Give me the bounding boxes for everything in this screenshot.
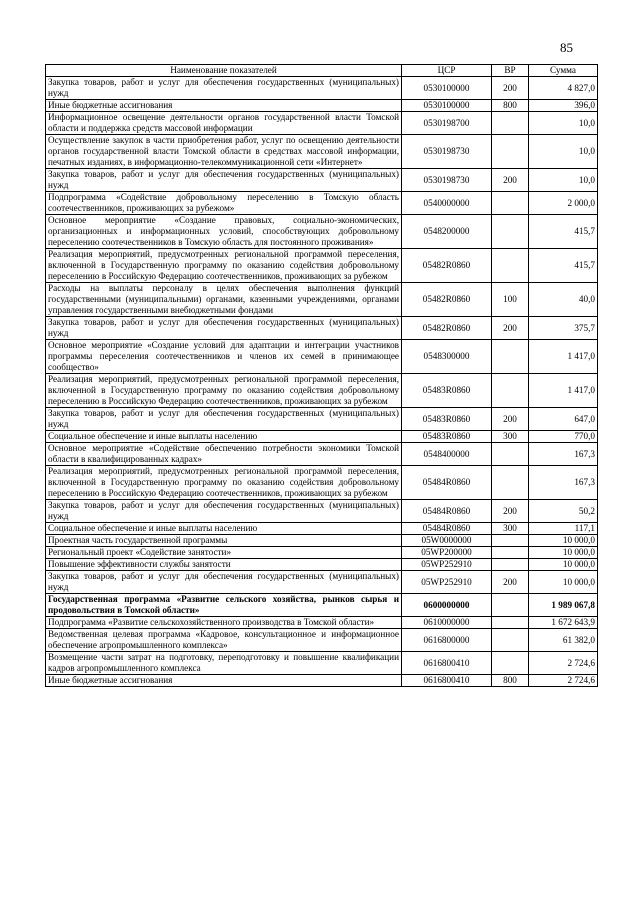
cell-vr: 200 [492, 77, 529, 100]
cell-name: Реализация мероприятий, предусмотренных региональной программой переселения, включенной в Государственную программу по оказанию содействия добровольному переселению в Российскую Федерацию соотечественников, проживающих за рубежом [46, 249, 402, 283]
table-row [46, 559, 598, 571]
cell-sum: 50,2 [529, 500, 598, 523]
cell-csr: 0600000000 [402, 594, 492, 617]
cell-vr [492, 594, 529, 617]
table-row [46, 629, 598, 652]
cell-vr [492, 112, 529, 135]
cell-name: Закупка товаров, работ и услуг для обеспечения государственных (муниципальных) нужд [46, 317, 402, 340]
cell-sum: 647,0 [529, 408, 598, 431]
header-csr: ЦСР [402, 65, 492, 77]
cell-vr [492, 443, 529, 466]
cell-vr: 300 [492, 523, 529, 535]
table-row [46, 547, 598, 559]
cell-csr: 05484R0860 [402, 466, 492, 500]
cell-sum: 1 417,0 [529, 340, 598, 374]
cell-sum: 2 724,6 [529, 675, 598, 687]
cell-name: Закупка товаров, работ и услуг для обеспечения государственных (муниципальных) нужд [46, 77, 402, 100]
table-row [46, 571, 598, 594]
cell-sum: 415,7 [529, 215, 598, 249]
cell-csr: 05W0000000 [402, 535, 492, 547]
table-row [46, 100, 598, 112]
table-row [46, 249, 598, 283]
cell-csr: 05WP200000 [402, 547, 492, 559]
cell-name: Реализация мероприятий, предусмотренных региональной программой переселения, включенной в Государственную программу по оказанию содействия добровольному переселению в Российскую Федерацию соотечественников, проживающих за рубежом [46, 374, 402, 408]
cell-name: Закупка товаров, работ и услуг для обеспечения государственных (муниципальных) нужд [46, 169, 402, 192]
cell-name: Подпрограмма «Содействие добровольному переселению в Томскую область соотечественников, проживающих за рубежом» [46, 192, 402, 215]
cell-csr: 0616800000 [402, 629, 492, 652]
cell-sum: 61 382,0 [529, 629, 598, 652]
table-header-row [46, 65, 598, 77]
table-row [46, 535, 598, 547]
table-row [46, 431, 598, 443]
cell-csr: 0610000000 [402, 617, 492, 629]
cell-name: Закупка товаров, работ и услуг для обеспечения государственных (муниципальных) нужд [46, 500, 402, 523]
cell-name: Расходы на выплаты персоналу в целях обеспечения выполнения функций государственными (муниципальными) органами, казенными учреждениями, органами управления государственными внебюджетными фондами [46, 283, 402, 317]
cell-name: Основное мероприятие «Содействие обеспечению потребности экономики Томской области в квалифицированных кадрах» [46, 443, 402, 466]
table-row [46, 594, 598, 617]
cell-sum: 167,3 [529, 443, 598, 466]
cell-sum: 2 724,6 [529, 652, 598, 675]
cell-vr [492, 135, 529, 169]
cell-vr: 800 [492, 675, 529, 687]
cell-vr [492, 629, 529, 652]
cell-csr: 05WP252910 [402, 559, 492, 571]
table-row [46, 112, 598, 135]
header-vr: ВР [492, 65, 529, 77]
cell-name: Основное мероприятие «Создание условий для адаптации и интеграции участников программы переселения соотечественников и членов их семей в принимающее сообщество» [46, 340, 402, 374]
cell-name: Осуществление закупок в части приобретения работ, услуг по освещению деятельности органов государственной власти Томской области в средствах массовой информации, печатных изданиях, в информационно-телекоммуникационной сети «Интернет» [46, 135, 402, 169]
cell-sum: 4 827,0 [529, 77, 598, 100]
cell-name: Повышение эффективности службы занятости [46, 559, 402, 571]
table-row [46, 675, 598, 687]
cell-sum: 167,3 [529, 466, 598, 500]
cell-csr: 05482R0860 [402, 249, 492, 283]
table-row [46, 500, 598, 523]
table-row [46, 215, 598, 249]
cell-name: Информационное освещение деятельности органов государственной власти Томской области и поддержка средств массовой информации [46, 112, 402, 135]
cell-csr: 0530198730 [402, 169, 492, 192]
cell-vr [492, 617, 529, 629]
cell-csr: 05483R0860 [402, 408, 492, 431]
table-row [46, 77, 598, 100]
cell-csr: 05483R0860 [402, 431, 492, 443]
cell-name: Возмещение части затрат на подготовку, переподготовку и повышение квалификации кадров агропромышленного комплекса [46, 652, 402, 675]
cell-sum: 396,0 [529, 100, 598, 112]
cell-csr: 05484R0860 [402, 523, 492, 535]
table-row [46, 135, 598, 169]
cell-name: Региональный проект «Содействие занятости» [46, 547, 402, 559]
cell-csr: 05482R0860 [402, 283, 492, 317]
cell-csr: 0548400000 [402, 443, 492, 466]
cell-sum: 10 000,0 [529, 547, 598, 559]
cell-csr: 0540000000 [402, 192, 492, 215]
cell-name: Закупка товаров, работ и услуг для обеспечения государственных (муниципальных) нужд [46, 408, 402, 431]
cell-vr [492, 547, 529, 559]
table-row [46, 523, 598, 535]
cell-sum: 40,0 [529, 283, 598, 317]
cell-sum: 1 672 643,9 [529, 617, 598, 629]
cell-sum: 1 989 067,8 [529, 594, 598, 617]
table-row [46, 466, 598, 500]
cell-csr: 05484R0860 [402, 500, 492, 523]
cell-sum: 1 417,0 [529, 374, 598, 408]
table-row [46, 374, 598, 408]
cell-vr: 800 [492, 100, 529, 112]
cell-csr: 0548200000 [402, 215, 492, 249]
cell-csr: 05483R0860 [402, 374, 492, 408]
table-row [46, 443, 598, 466]
cell-name: Подпрограмма «Развитие сельскохозяйственного производства в Томской области» [46, 617, 402, 629]
cell-csr: 0616800410 [402, 675, 492, 687]
cell-sum: 117,1 [529, 523, 598, 535]
cell-vr: 200 [492, 169, 529, 192]
table-row [46, 617, 598, 629]
cell-sum: 415,7 [529, 249, 598, 283]
cell-csr: 05482R0860 [402, 317, 492, 340]
cell-csr: 0530198700 [402, 112, 492, 135]
table-row [46, 283, 598, 317]
header-sum: Сумма [529, 65, 598, 77]
cell-sum: 375,7 [529, 317, 598, 340]
cell-csr: 05WP252910 [402, 571, 492, 594]
budget-table [45, 64, 598, 687]
cell-name: Основное мероприятие «Создание правовых, социально-экономических, организационных и информационных условий, способствующих добровольному переселению соотечественников в Томскую область для постоянного проживания» [46, 215, 402, 249]
cell-sum: 10 000,0 [529, 535, 598, 547]
cell-vr [492, 559, 529, 571]
cell-csr: 0530198730 [402, 135, 492, 169]
table-row [46, 192, 598, 215]
cell-vr: 200 [492, 408, 529, 431]
cell-name: Социальное обеспечение и иные выплаты населению [46, 431, 402, 443]
cell-name: Проектная часть государственной программы [46, 535, 402, 547]
header-name: Наименование показателей [46, 65, 402, 77]
cell-name: Реализация мероприятий, предусмотренных региональной программой переселения, включенной в Государственную программу по оказанию содействия добровольному переселению в Российскую Федерацию соотечественников, проживающих за рубежом [46, 466, 402, 500]
cell-csr: 0530100000 [402, 77, 492, 100]
cell-vr [492, 652, 529, 675]
cell-csr: 0530100000 [402, 100, 492, 112]
cell-sum: 10,0 [529, 112, 598, 135]
cell-sum: 10,0 [529, 169, 598, 192]
cell-vr [492, 466, 529, 500]
cell-vr: 200 [492, 317, 529, 340]
table-row [46, 169, 598, 192]
cell-sum: 10 000,0 [529, 571, 598, 594]
cell-vr: 100 [492, 283, 529, 317]
cell-name: Социальное обеспечение и иные выплаты населению [46, 523, 402, 535]
cell-vr [492, 374, 529, 408]
cell-sum: 10,0 [529, 135, 598, 169]
cell-sum: 10 000,0 [529, 559, 598, 571]
table-row [46, 652, 598, 675]
cell-sum: 770,0 [529, 431, 598, 443]
cell-vr: 200 [492, 571, 529, 594]
cell-vr [492, 249, 529, 283]
cell-name: Государственная программа «Развитие сельского хозяйства, рынков сырья и продовольствия в Томской области» [46, 594, 402, 617]
cell-name: Закупка товаров, работ и услуг для обеспечения государственных (муниципальных) нужд [46, 571, 402, 594]
page-number: 85 [560, 40, 573, 55]
cell-vr [492, 215, 529, 249]
cell-csr: 0548300000 [402, 340, 492, 374]
cell-vr [492, 535, 529, 547]
cell-csr: 0616800410 [402, 652, 492, 675]
cell-name: Иные бюджетные ассигнования [46, 100, 402, 112]
cell-name: Ведомственная целевая программа «Кадровое, консультационное и информационное обеспечение агропромышленного комплекса» [46, 629, 402, 652]
cell-name: Иные бюджетные ассигнования [46, 675, 402, 687]
cell-vr: 300 [492, 431, 529, 443]
cell-vr [492, 192, 529, 215]
table-row [46, 340, 598, 374]
table-row [46, 317, 598, 340]
cell-sum: 2 000,0 [529, 192, 598, 215]
cell-vr [492, 340, 529, 374]
cell-vr: 200 [492, 500, 529, 523]
table-row [46, 408, 598, 431]
